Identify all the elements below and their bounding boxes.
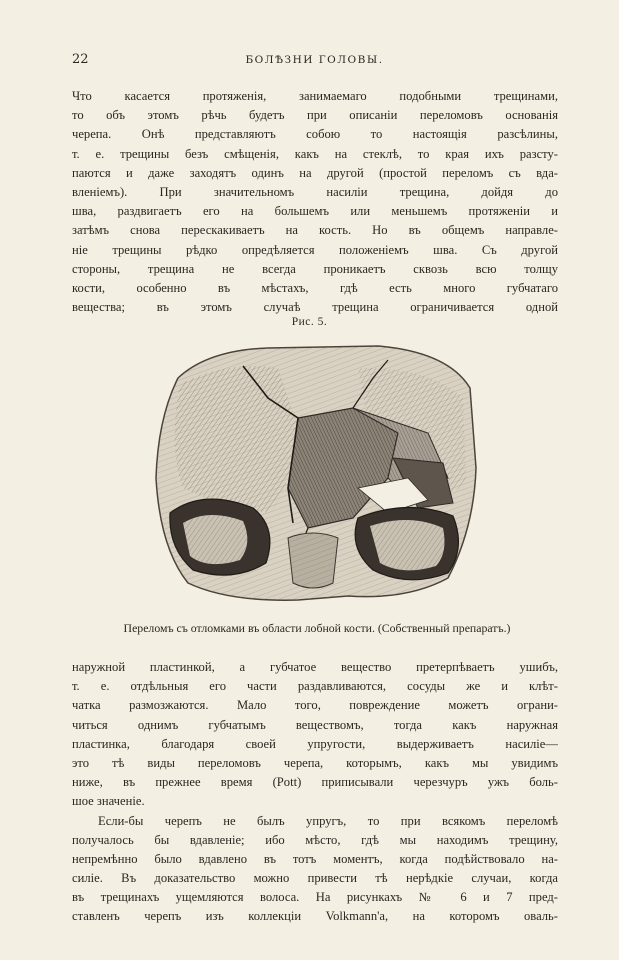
skull-fracture-illustration: [148, 338, 482, 608]
text-line: наружной пластинкой, а губчатое вещество претерпѣваетъ ушибъ,: [72, 660, 558, 674]
text-line: непремѣнно было вдавлено въ тотъ моментъ, когда подѣйствовало на-: [72, 851, 558, 866]
text-line: вещества; въ этомъ случаѣ трещина ограничивается одной: [72, 300, 558, 315]
text-line: получалось бы вдавленіе; ибо мѣсто, гдѣ мы находимъ трещину,: [72, 832, 558, 847]
text-line: паются и даже заходятъ одинъ на другой (простой переломъ съ вда-: [72, 165, 558, 180]
text-line: Если-бы черепъ не былъ упругъ, то при всякомъ переломѣ: [98, 813, 558, 828]
body-text-bottom: [72, 658, 558, 927]
text-line: ниже, въ прежнее время (Pott) приписывали черезчуръ ужъ боль-: [72, 775, 558, 790]
running-title: БОЛѢЗНИ ГОЛОВЫ.: [245, 54, 384, 66]
body-text-top: [72, 87, 558, 317]
text-line: шое значеніе.: [72, 794, 145, 809]
text-line: пластинка, благодаря своей упругости, выдерживаетъ насиліе—: [72, 736, 558, 751]
text-line: т. е. трещины безъ смѣщенія, какъ на стеклѣ, то края ихъ разсту-: [72, 146, 558, 161]
text-line: ставленъ черепъ изъ коллекціи Volkmann'а, на которомъ оваль-: [72, 909, 558, 924]
text-line: читься однимъ губчатымъ веществомъ, тогда какъ наружная: [72, 717, 558, 732]
text-line: шва, раздвигаетъ его на большемъ или меньшемъ протяженіи и: [72, 204, 558, 219]
text-line: чатка размозжаются. Мало того, повреждение можетъ ограни-: [72, 698, 558, 713]
text-line: Что касается протяженія, занимаемаго подобными трещинами,: [72, 89, 558, 103]
text-line: т. е. отдѣльныя его части раздавливаются, сосуды же и клѣт-: [72, 679, 558, 694]
text-line: ніе трещины рѣдко опредѣляется положеніемъ шва. Съ другой: [72, 242, 558, 257]
text-line: въ трещинахъ ущемляются волоса. На рисункахъ № 6 и 7 пред-: [72, 890, 558, 905]
text-line: кости, особенно въ мѣстахъ, гдѣ есть много губчатаго: [72, 280, 558, 295]
page-header: [72, 52, 557, 70]
text-line: силіе. Въ доказательство можно привести тѣ нерѣдкіе случаи, когда: [72, 871, 558, 886]
figure-caption: Переломъ съ отломками въ области лобной кости. (Собственный препаратъ.): [123, 621, 511, 635]
text-line: затѣмъ снова перескакиваетъ на кость. Но въ общемъ направле-: [72, 223, 558, 238]
text-line: стороны, трещина не всегда проникаетъ сквозь всю толщу: [72, 261, 558, 276]
text-line: то объ этомъ рѣчь будетъ при описаніи переломовъ основанія: [72, 108, 558, 123]
page-number: 22: [72, 52, 89, 67]
text-line: это тѣ виды переломовъ черепа, которымъ, какъ мы увидимъ: [72, 755, 558, 770]
figure-label: Рис. 5.: [291, 316, 328, 328]
text-line: вленіемъ). При значительномъ насиліи трещина, дойдя до: [72, 184, 558, 199]
text-line: черепа. Онѣ представляютъ собою то настоящія разсѣлины,: [72, 127, 558, 142]
